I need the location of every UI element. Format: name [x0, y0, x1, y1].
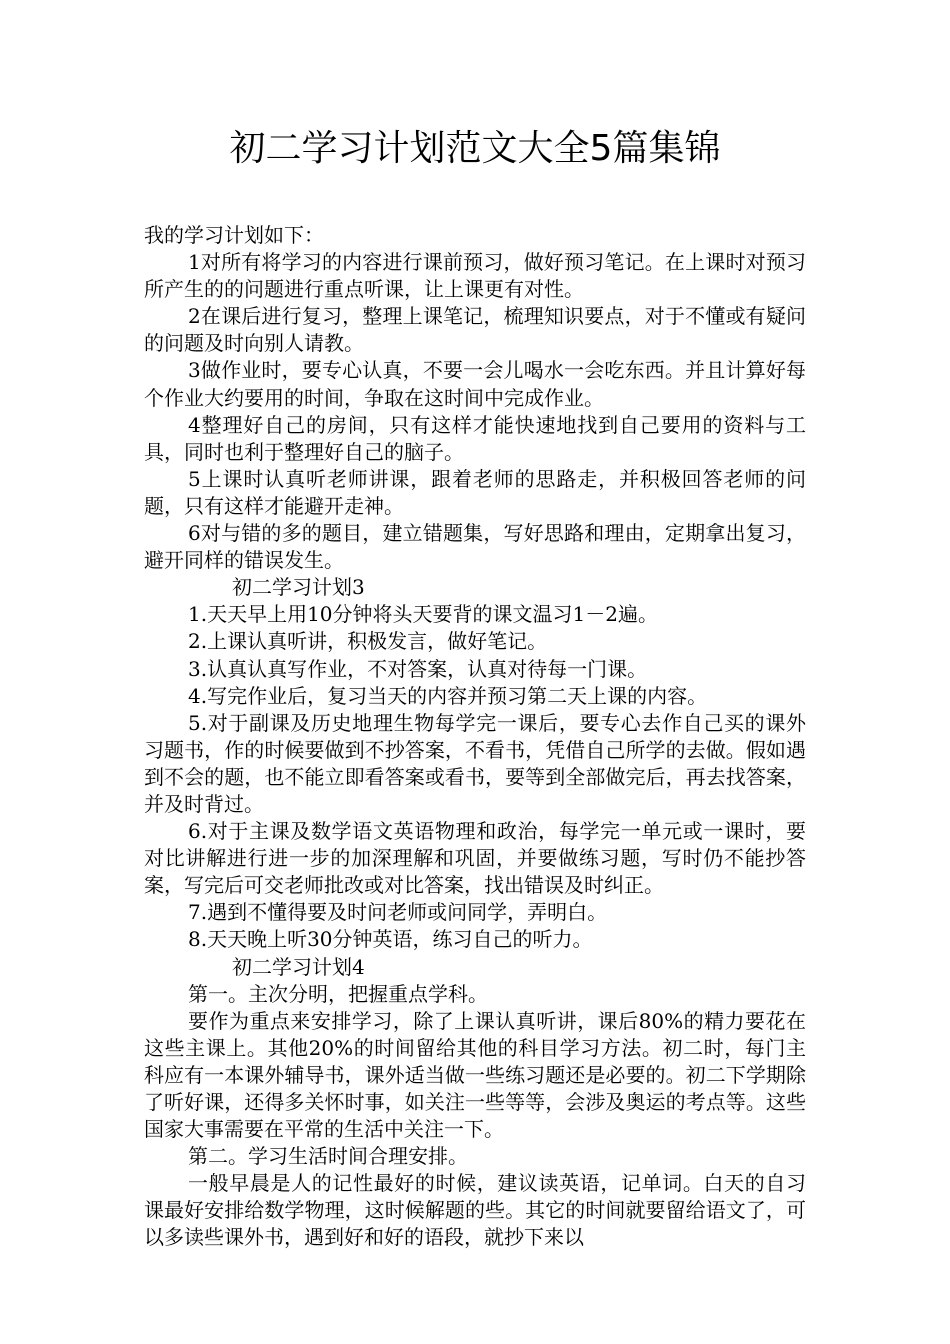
document-body	[144, 222, 806, 1252]
plan-item: 4.写完作业后，复习当天的内容并预习第二天上课的内容。	[188, 683, 708, 708]
plan-item: 1对所有将学习的内容进行课前预习，做好预习笔记。在上课时对预习所产生的的问题进行重点听课，让上课更有对性。	[144, 250, 806, 302]
plan-paragraph: 一般早晨是人的记性最好的时候，建议读英语，记单词。白天的自习课最好安排给数学物理，这时候解题的些。其它的时间就要留给语文了，可以多读些课外书，遇到好和好的语段，就抄下来以	[144, 1171, 806, 1250]
plan-item: 6.对于主课及数学语文英语物理和政治，每学完一单元或一课时，要对比讲解进行进一步的加深理解和巩固，并要做练习题，写时仍不能抄答案，写完后可交老师批改或对比答案，找出错误及时纠正。	[144, 819, 806, 898]
section-heading: 初二学习计划4	[232, 954, 365, 979]
document-title: 初二学习计划范文大全5篇集锦	[229, 128, 721, 169]
plan-item: 8.天天晚上听30分钟英语，练习自己的听力。	[188, 927, 593, 952]
plan-item: 6对与错的多的题目，建立错题集，写好思路和理由，定期拿出复习，避开同样的错误发生。	[144, 521, 806, 573]
plan-item: 1.天天早上用10分钟将头天要背的课文温习1－2遍。	[188, 602, 658, 627]
section-heading: 初二学习计划3	[232, 575, 365, 600]
plan-item: 5.对于副课及历史地理生物每学完一课后，要专心去作自己买的课外习题书，作的时候要做到不抄答案，不看书，凭借自己所学的去做。假如遇到不会的题，也不能立即看答案或看书，要等到全部做完后，再去找答案，并及时背过。	[144, 710, 806, 816]
plan-item: 2.上课认真听讲，积极发言，做好笔记。	[188, 629, 548, 654]
intro-line: 我的学习计划如下：	[144, 223, 324, 247]
plan-paragraph: 要作为重点来安排学习，除了上课认真听讲，课后80%的精力要花在这些主课上。其他20%的时间留给其他的科目学习方法。初二时，每门主科应有一本课外辅导书，课外适当做一些练习题还是必要的。初二下学期除了听好课，还得多关怀时事，如关注一些等等，会涉及奥运的考点等。这些国家大事需要在平常的生活中关注一下。	[144, 1008, 806, 1142]
plan-item: 4整理好自己的房间，只有这样才能快速地找到自己要用的资料与工具，同时也利于整理好自己的脑子。	[144, 412, 806, 464]
plan-item: 2在课后进行复习，整理上课笔记，梳理知识要点，对于不懂或有疑问的问题及时向别人请教。	[144, 304, 806, 356]
plan-item: 7.遇到不懂得要及时问老师或问同学，弄明白。	[188, 900, 608, 925]
plan-item: 3.认真认真写作业，不对答案，认真对待每一门课。	[188, 656, 648, 681]
plan-point-heading: 第一。主次分明，把握重点学科。	[188, 981, 488, 1006]
plan-item: 3做作业时，要专心认真，不要一会儿喝水一会吃东西。并且计算好每个作业大约要用的时间，争取在这时间中完成作业。	[144, 358, 806, 410]
plan-item: 5上课时认真听老师讲课，跟着老师的思路走，并积极回答老师的问题，只有这样才能避开走神。	[144, 466, 806, 518]
plan-point-heading: 第二。学习生活时间合理安排。	[188, 1144, 468, 1169]
